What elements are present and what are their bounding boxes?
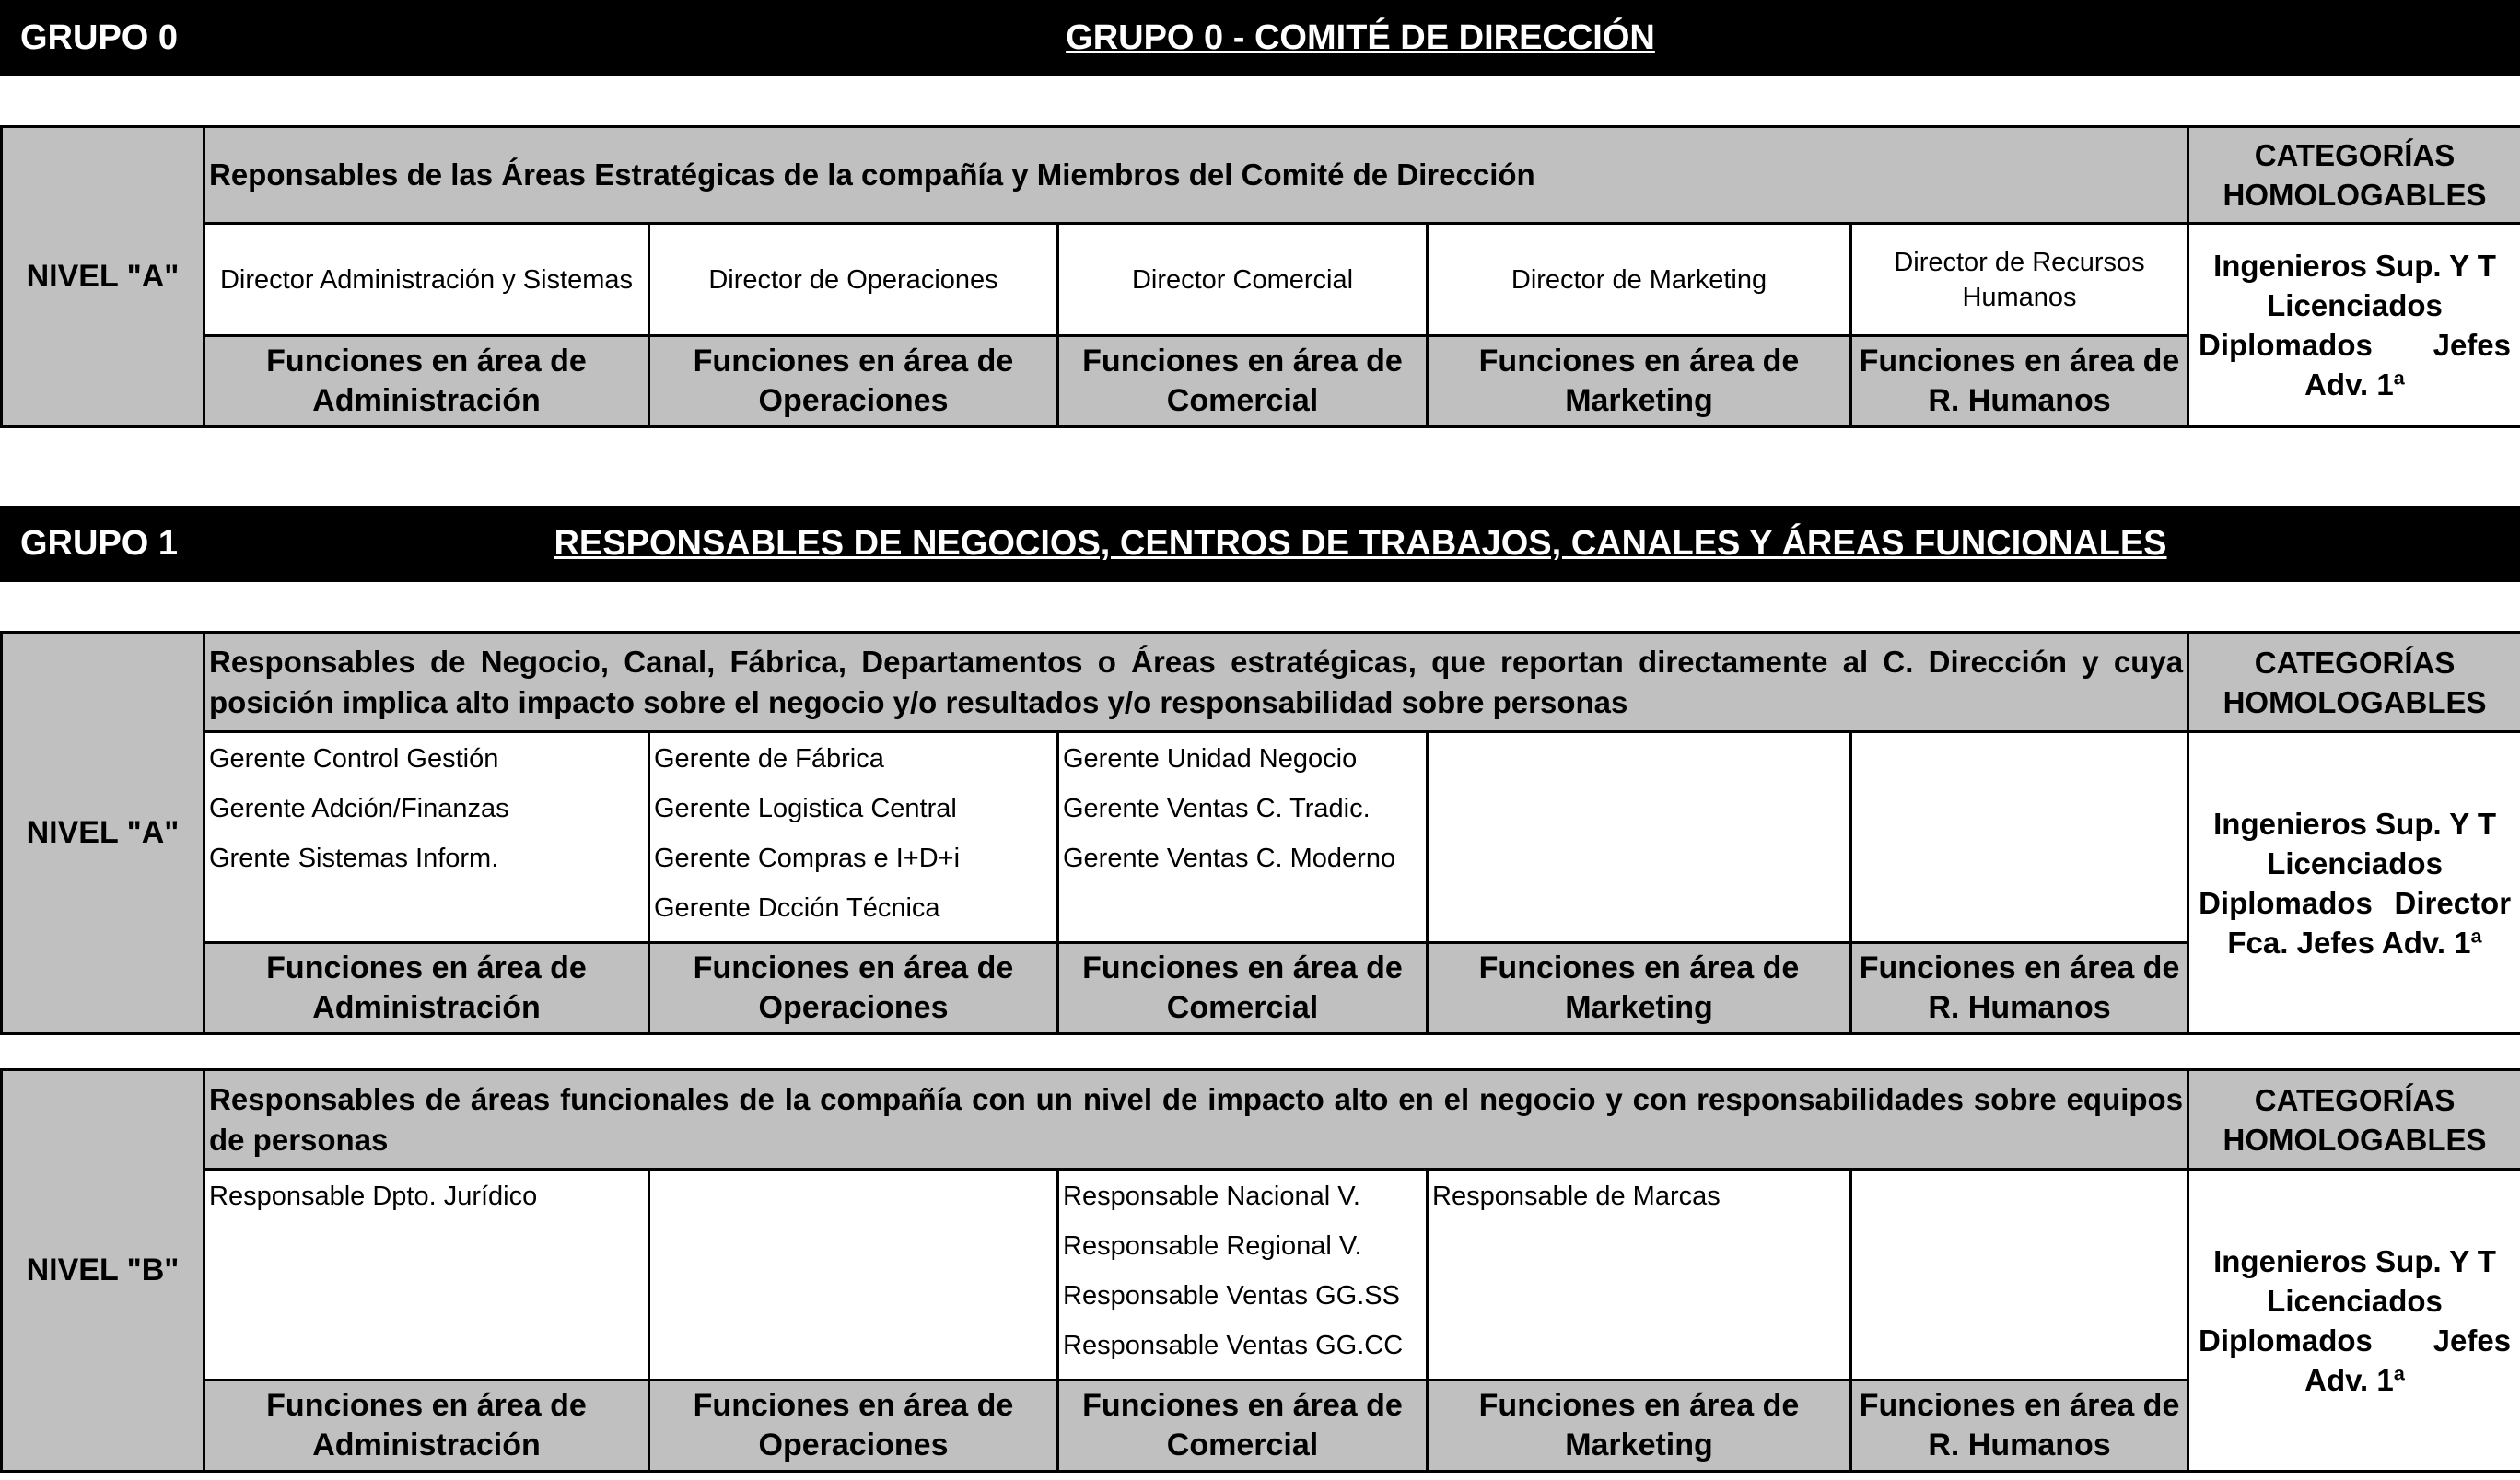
category-item: Diplomados Jefes <box>2199 1323 2512 1358</box>
categories-list <box>2188 732 2520 1034</box>
role-cell: Director Administración y Sistemas <box>204 224 649 336</box>
categories-list <box>2188 224 2520 427</box>
function-cell: Funciones en área de Marketing <box>1428 943 1851 1034</box>
function-cell: Funciones en área de Comercial <box>1058 943 1428 1034</box>
function-cell: Funciones en área de Operaciones <box>649 1381 1058 1472</box>
categories-header: CATEGORÍAS HOMOLOGABLES <box>2188 1070 2520 1170</box>
function-cell: Funciones en área de Administración <box>204 1381 649 1472</box>
function-cell: Funciones en área de Marketing <box>1428 1381 1851 1472</box>
category-item: Licenciados <box>2267 288 2443 322</box>
role-list-empty <box>1428 732 1851 943</box>
role-list <box>649 732 1058 943</box>
list-item: Responsable Regional V. <box>1063 1231 1362 1261</box>
role-list <box>204 1170 649 1381</box>
list-item: Gerente Unidad Negocio <box>1063 744 1358 774</box>
function-cell: Funciones en área de Administración <box>204 336 649 427</box>
list-item: Gerente Logistica Central <box>654 794 957 823</box>
group-title: GRUPO 0 - COMITÉ DE DIRECCIÓN <box>1066 18 1655 57</box>
function-cell: Funciones en área de Operaciones <box>649 336 1058 427</box>
function-cell: Funciones en área de Administración <box>204 943 649 1034</box>
role-cell: Director de Marketing <box>1428 224 1851 336</box>
role-cell: Director de Recursos Humanos <box>1851 224 2188 336</box>
group-1-header <box>0 506 2520 582</box>
function-cell: Funciones en área de R. Humanos <box>1851 336 2188 427</box>
list-item: Gerente Control Gestión <box>209 744 499 774</box>
category-item: Diplomados Jefes <box>2199 328 2511 362</box>
function-cell: Funciones en área de Marketing <box>1428 336 1851 427</box>
group-1-level-b-table <box>0 1068 2520 1473</box>
group-1-level-a-table <box>0 631 2520 1035</box>
list-item: Gerente Dcción Técnica <box>654 893 940 923</box>
function-cell: Funciones en área de Comercial <box>1058 336 1428 427</box>
list-item: Responsable Nacional V. <box>1063 1182 1360 1211</box>
categories-header: CATEGORÍAS HOMOLOGABLES <box>2188 127 2520 224</box>
role-list <box>1428 1170 1851 1381</box>
category-item: Diplomados Director <box>2199 885 2512 920</box>
level-description: Reponsables de las Áreas Estratégicas de la compañía y Miembros del Comité de Dirección <box>204 127 2188 224</box>
role-list-empty <box>1851 1170 2188 1381</box>
role-list-empty <box>1851 732 2188 943</box>
level-description: Responsables de áreas funcionales de la compañía con un nivel de impacto alto en el negocio y con responsabilidades sobre equipos de personas <box>204 1070 2188 1170</box>
role-list <box>1058 1170 1428 1381</box>
function-cell: Funciones en área de Comercial <box>1058 1381 1428 1472</box>
list-item: Gerente Ventas C. Tradic. <box>1063 794 1371 823</box>
list-item: Responsable Dpto. Jurídico <box>209 1182 538 1211</box>
group-title: RESPONSABLES DE NEGOCIOS, CENTROS DE TRABAJOS, CANALES Y ÁREAS FUNCIONALES <box>554 524 2167 563</box>
function-cell: Funciones en área de Operaciones <box>649 943 1058 1034</box>
list-item: Gerente Compras e I+D+i <box>654 844 961 873</box>
category-item: Fca. Jefes Adv. 1ª <box>2227 925 2482 960</box>
category-item: Ingenieros Sup. Y T <box>2213 1243 2496 1278</box>
role-list-empty <box>649 1170 1058 1381</box>
list-item: Responsable de Marcas <box>1432 1182 1721 1211</box>
role-list <box>204 732 649 943</box>
role-cell: Director de Operaciones <box>649 224 1058 336</box>
categories-header: CATEGORÍAS HOMOLOGABLES <box>2188 633 2520 732</box>
category-item: Adv. 1ª <box>2304 1362 2405 1397</box>
categories-list <box>2188 1170 2520 1472</box>
role-cell: Director Comercial <box>1058 224 1428 336</box>
level-label: NIVEL "B" <box>2 1070 204 1472</box>
category-item: Licenciados <box>2267 845 2443 880</box>
list-item: Gerente de Fábrica <box>654 744 884 774</box>
list-item: Grente Sistemas Inform. <box>209 844 499 873</box>
level-label: NIVEL "A" <box>2 633 204 1034</box>
level-description: Responsables de Negocio, Canal, Fábrica, Departamentos o Áreas estratégicas, que reportan directamente al C. Dirección y cuya posición implica alto impacto sobre el negocio y/o resultados y/o responsabilidad sobre personas <box>204 633 2188 732</box>
role-list <box>1058 732 1428 943</box>
level-label: NIVEL "A" <box>2 127 204 427</box>
category-item: Ingenieros Sup. Y T <box>2213 249 2496 283</box>
group-name: GRUPO 1 <box>20 524 179 563</box>
function-cell: Funciones en área de R. Humanos <box>1851 1381 2188 1472</box>
list-item: Gerente Ventas C. Moderno <box>1063 844 1396 873</box>
function-cell: Funciones en área de R. Humanos <box>1851 943 2188 1034</box>
category-item: Licenciados <box>2267 1283 2443 1318</box>
group-0-header <box>0 0 2520 76</box>
list-item: Responsable Ventas GG.CC <box>1063 1331 1404 1360</box>
category-item: Adv. 1ª <box>2304 367 2405 402</box>
group-0-level-a-table <box>0 125 2520 428</box>
group-name: GRUPO 0 <box>20 18 179 57</box>
list-item: Gerente Adción/Finanzas <box>209 794 509 823</box>
category-item: Ingenieros Sup. Y T <box>2213 806 2496 841</box>
list-item: Responsable Ventas GG.SS <box>1063 1281 1400 1311</box>
